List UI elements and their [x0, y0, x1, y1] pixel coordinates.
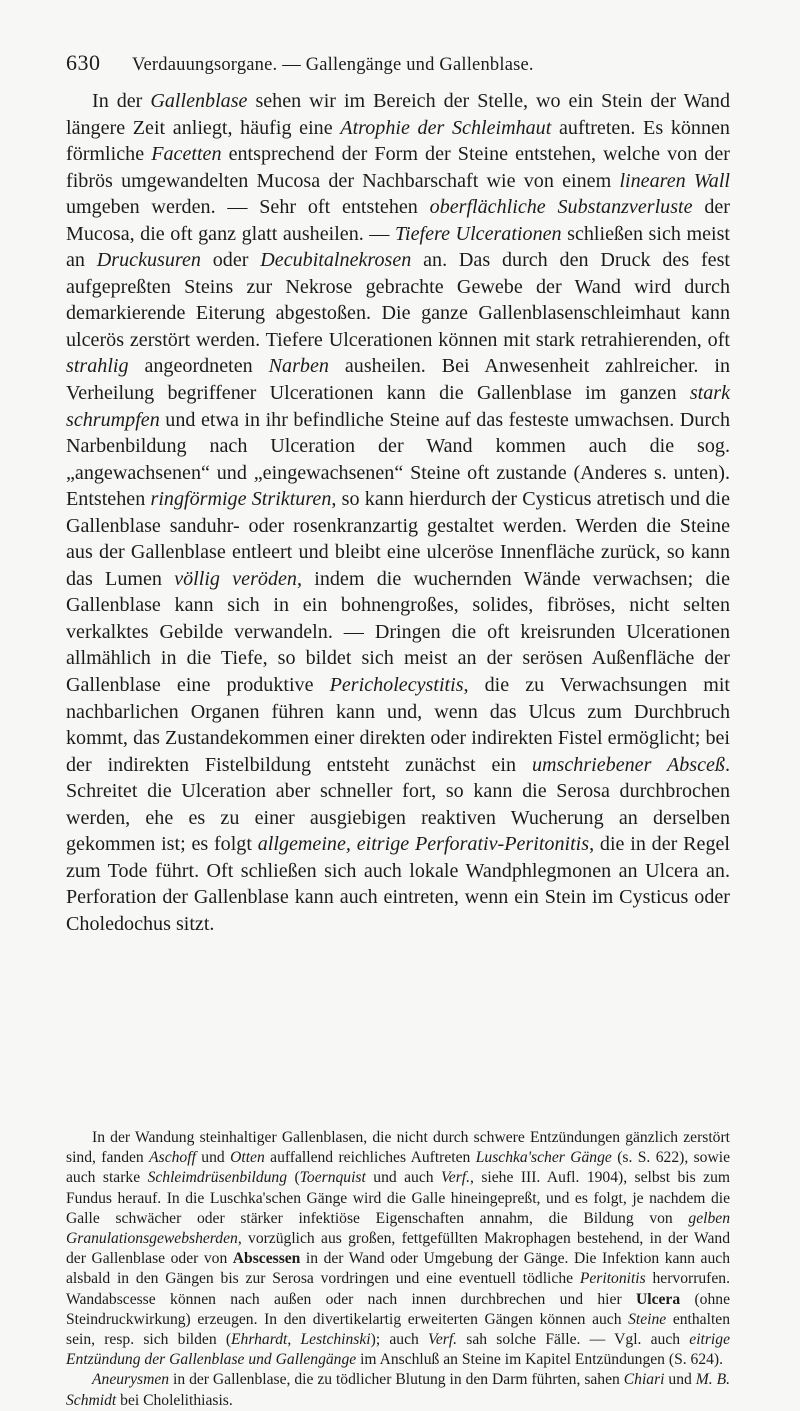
italic-term: allgemeine, eitrige Perforativ-Peritonitis	[257, 833, 590, 856]
italic-term: Atrophie der Schleimhaut	[340, 116, 552, 139]
italic-term: Tiefere Ulcerationen	[394, 222, 562, 245]
italic-term: Aschoff	[149, 1149, 196, 1167]
italic-term: stark schrumpfen	[66, 382, 730, 431]
main-text	[66, 88, 730, 938]
italic-term: oberflächliche Substanzverluste	[429, 196, 693, 219]
italic-term: Aneurysmen	[92, 1371, 170, 1389]
bold-term: Abscessen	[232, 1250, 301, 1268]
italic-term: Pericholecystitis	[329, 674, 464, 697]
italic-term: Gallenblase	[150, 90, 248, 112]
italic-term: Facetten	[151, 143, 222, 166]
italic-term: M. B. Schmidt	[66, 1371, 730, 1409]
italic-term: Verf.	[440, 1169, 471, 1187]
page-number: 630	[66, 50, 101, 75]
body-paragraph: In der Gallenblase sehen wir im Bereich der Stelle, wo ein Stein der Wand längere Zeit anliegt, häufig eine Atrophie der Schleimhaut auftreten. Es können förmliche Facetten entsprechend der Form der Steine entstehen, welche von der fibrös umgewandelten Mucosa der Nachbarschaft wie von einem linearen Wall umgeben werden. — Sehr oft entstehen oberflächliche Substanzverluste der Mucosa, die oft ganz glatt ausheilen. — Tiefere Ulcerationen schließen sich meist an Druckusuren oder Decubitalnekrosen an. Das durch den Druck des fest aufgepreßten Steins zur Nekrose gebrachte Gewebe der Wand wird durch demarkierende Eiterung abgestoßen. Die ganze Gallenblasenschleimhaut kann ulcerös zerstört werden. Tiefere Ulcerationen können mit stark retrahierenden, oft strahlig angeordneten Narben ausheilen. Bei Anwesenheit zahlreicher. in Verheilung begriffener Ulcerationen kann die Gallenblase im ganzen stark schrumpfen und etwa in ihr befindliche Steine auf das festeste umwachsen. Durch Narbenbildung nach Ulceration der Wand kommen auch die sog. „angewachsenen“ und „eingewachsenen“ Steine oft zustande (Anderes s. unten). Entstehen ringförmige Strikturen, so kann hierdurch der Cysticus atretisch und die Gallenblase sanduhr- oder rosenkranzartig gestaltet werden. Werden die Steine aus der Gallenblase entleert und bleibt eine ulceröse Innenfläche zurück, so kann das Lumen völlig veröden, indem die wuchernden Wände verwachsen; die Gallenblase kann sich in ein bohnengroßes, solides, fibröses, nicht selten verkalktes Gebilde verwandeln. — Dringen die oft kreisrunden Ulcerationen allmählich in die Tiefe, so bildet sich meist an der serösen Außenfläche der Gallenblase eine produktive Pericholecystitis, die zu Verwachsungen mit nachbarlichen Organen führen kann und, wenn das Ulcus zum Durchbruch kommt, das Zustandekommen einer direkten oder indirekten Fistel ermöglicht; bei der indirekten Fistelbildung entsteht zunächst ein umschriebener Absceß. Schreitet die Ulceration aber schneller fort, so kann die Serosa durchbrochen werden, ehe es zu einer ausgiebigen reaktiven Wucherung an derselben gekommen ist; es folgt allgemeine, eitrige Perforativ-Peritonitis, die in der Regel zum Tode führt. Oft schließen sich auch lokale Wandphlegmonen an Ulcera an. Perforation der Gallenblase kann auch eintreten, wenn ein Stein im Cysticus oder Choledochus sitzt.	[66, 90, 731, 935]
italic-term: Decubitalnekrosen	[260, 249, 412, 272]
italic-term: Peritonitis	[579, 1270, 646, 1288]
italic-term: linearen Wall	[619, 169, 730, 192]
italic-term: Chiari	[623, 1371, 665, 1389]
italic-term: eitrige Entzündung der Gallenblase und Gallengänge	[66, 1331, 730, 1369]
italic-term: Toernquist	[299, 1169, 366, 1187]
page-header	[66, 50, 730, 76]
note-paragraph: Aneurysmen in der Gallenblase, die zu tödlicher Blutung in den Darm führten, sahen Chiari und M. B. Schmidt bei Cholelithiasis.	[66, 1371, 730, 1409]
italic-term: Druckusuren	[96, 249, 201, 272]
italic-term: umschriebener Absceß	[531, 753, 725, 776]
italic-term: Luschka'scher Gänge	[475, 1149, 612, 1167]
bold-term: Ulcera	[635, 1290, 681, 1308]
italic-term: Schleimdrüsenbildung	[147, 1169, 288, 1187]
italic-term: Steine	[628, 1310, 667, 1328]
italic-term: völlig veröden	[174, 567, 297, 590]
running-title: Verdauungsorgane. — Gallengänge und Gallenblase.	[132, 55, 534, 75]
italic-term: Narben	[268, 355, 329, 378]
italic-term: ringförmige Strikturen	[150, 488, 332, 511]
italic-term: Lestchinski	[300, 1331, 371, 1349]
italic-term: strahlig	[66, 355, 129, 378]
note-paragraph: In der Wandung steinhaltiger Gallenblasen, die nicht durch schwere Entzündungen gänzlich zerstört sind, fanden Aschoff und Otten auffallend reichliches Auftreten Luschka'scher Gänge (s. S. 622), sowie auch starke Schleimdrüsenbildung (Toernquist und auch Verf., siehe III. Aufl. 1904), selbst bis zum Fundus herauf. In die Luschka'schen Gänge wird die Galle hineingepreßt, und es folgt, je nachdem die Galle schwächer oder stärker infektiöse Eigenschaften annahm, die Bildung von gelben Granulationsgewebsherden, vorzüglich aus großen, fettgefüllten Makrophagen bestehend, in der Wand der Gallenblase oder von Abscessen in der Wand oder Umgebung der Gänge. Die Infektion kann auch alsbald in den Gängen bis zur Serosa vordringen und eine eventuell tödliche Peritonitis hervorrufen. Wandabscesse können nach außen oder nach innen durchbrechen und hier Ulcera (ohne Steindruckwirkung) erzeugen. In den divertikelartig erweiterten Gängen können auch Steine enthalten sein, resp. sich bilden (Ehrhardt, Lestchinski); auch Verf. sah solche Fälle. — Vgl. auch eitrige Entzündung der Gallenblase und Gallengänge im Anschluß an Steine im Kapitel Entzündungen (S. 624).	[66, 1129, 730, 1369]
italic-term: gelben Granulationsgewebsherden	[66, 1209, 730, 1248]
small-print-notes	[66, 1128, 730, 1411]
italic-term: Otten	[230, 1149, 265, 1167]
italic-term: Ehrhardt	[231, 1331, 288, 1349]
italic-term: Verf.	[428, 1331, 458, 1349]
